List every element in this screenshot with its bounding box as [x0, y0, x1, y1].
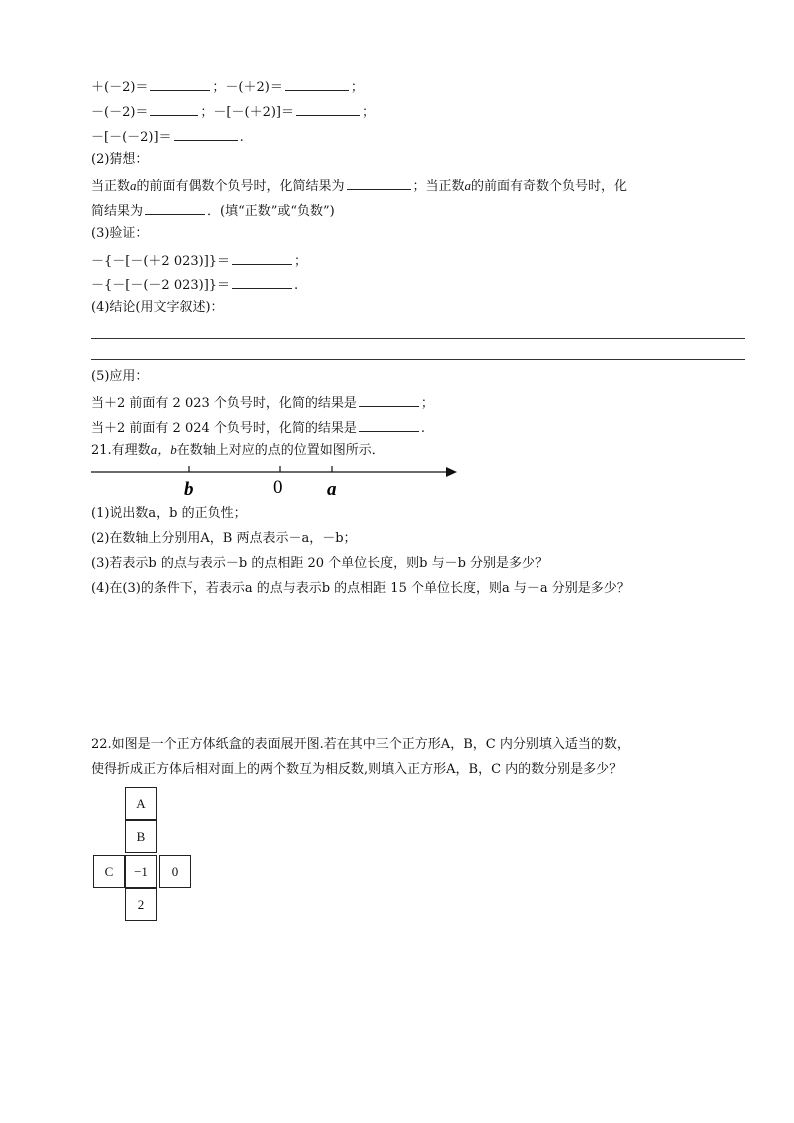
q2-text: 的前面有奇数个负号时，化 [471, 179, 628, 194]
answer-blank[interactable] [232, 274, 292, 289]
label-0: 0 [273, 477, 283, 498]
q21-text: 21.有理数 [91, 443, 151, 458]
net-square-right: 0 [159, 855, 191, 888]
var-a: a [464, 178, 472, 193]
net-square-c[interactable]: C [93, 855, 125, 888]
number-line-diagram [91, 458, 461, 500]
q5-title: (5)应用： [91, 369, 149, 384]
q2-text: 的前面有偶数个负号时，化简结果为 [136, 179, 345, 194]
q22-stem-2: 使得折成正方体后相对面上的两个数互为相反数,则填入正方形A，B，C 内的数分别是多少？ [91, 762, 623, 777]
answer-blank[interactable] [359, 417, 419, 432]
answer-rule[interactable] [91, 338, 745, 339]
q3-line-2 [91, 274, 298, 295]
q3-line-1 [91, 250, 307, 271]
q21-part-3: (3)若表示b 的点与表示－b 的点相距 20 个单位长度，则b 与－b 分别是多少？ [91, 556, 549, 571]
punctuation: . [294, 278, 299, 293]
q2-line-1 [91, 175, 627, 196]
q21-text: 在数轴上对应的点的位置如图所示． [176, 443, 385, 458]
q4-title: (4)结论(用文字叙述)： [91, 300, 224, 315]
q5-line-1 [91, 392, 434, 413]
q2-text: ．(填“正数”或“负数”) [207, 204, 335, 219]
punctuation: ； [350, 80, 364, 95]
q1-line-1 [91, 76, 364, 97]
expr-text: ；－[－(＋2)]＝ [200, 105, 294, 120]
net-square-b[interactable]: B [125, 820, 157, 853]
expr-text: ＋(－2)＝ [91, 80, 149, 95]
expr-text: ；－(＋2)＝ [212, 80, 283, 95]
q1-line-2 [91, 101, 375, 122]
punctuation: ； [294, 254, 308, 269]
answer-blank[interactable] [174, 126, 238, 141]
answer-blank[interactable] [347, 175, 411, 190]
q2-text: 当正数 [91, 179, 131, 194]
q5-text: 当＋2 前面有 2 024 个负号时，化简的结果是 [91, 421, 357, 436]
q3-title: (3)验证： [91, 226, 149, 241]
q5-line-2 [91, 417, 425, 438]
punctuation: . [239, 130, 244, 145]
answer-blank[interactable] [150, 76, 210, 91]
answer-blank[interactable] [359, 392, 419, 407]
q5-text: 当＋2 前面有 2 023 个负号时，化简的结果是 [91, 396, 357, 411]
punctuation: ； [361, 105, 375, 120]
q1-line-3 [91, 126, 244, 147]
answer-rule[interactable] [91, 359, 745, 360]
answer-blank[interactable] [285, 76, 349, 91]
answer-blank[interactable] [145, 200, 205, 215]
q21-vars: a，b [150, 442, 177, 457]
q2-title: (2)猜想： [91, 152, 149, 167]
net-square-a[interactable]: A [125, 787, 157, 820]
q21-part-1: (1)说出数a，b 的正负性； [91, 506, 247, 521]
label-a: a [327, 479, 337, 500]
answer-blank[interactable] [296, 101, 360, 116]
answer-blank[interactable] [150, 101, 198, 116]
net-square-bottom: 2 [125, 888, 157, 921]
q22-stem-1: 22.如图是一个正方体纸盒的表面展开图.若在其中三个正方形A，B，C 内分别填入适当的数， [91, 737, 630, 752]
q2-text: ；当正数 [412, 179, 465, 194]
answer-blank[interactable] [232, 250, 292, 265]
expr-text: －[－(－2)]＝ [91, 130, 172, 145]
net-square-center: −1 [125, 855, 157, 888]
expr-text: －{－[－(＋2 023)]}＝ [91, 254, 231, 269]
q2-text: 简结果为 [91, 204, 144, 219]
punctuation: ； [420, 396, 434, 411]
expr-text: －(－2)＝ [91, 105, 149, 120]
expr-text: －{－[－(－2 023)]}＝ [91, 278, 231, 293]
punctuation: . [420, 421, 426, 436]
q21-part-2: (2)在数轴上分别用A，B 两点表示－a，－b； [91, 531, 357, 546]
arrow-head-icon [446, 467, 457, 477]
q21-part-4: (4)在(3)的条件下，若表示a 的点与表示b 的点相距 15 个单位长度，则a 与－a 分别是多少？ [91, 581, 630, 596]
label-b: b [184, 479, 194, 500]
q2-line-2 [91, 200, 335, 221]
var-a: a [130, 178, 137, 193]
